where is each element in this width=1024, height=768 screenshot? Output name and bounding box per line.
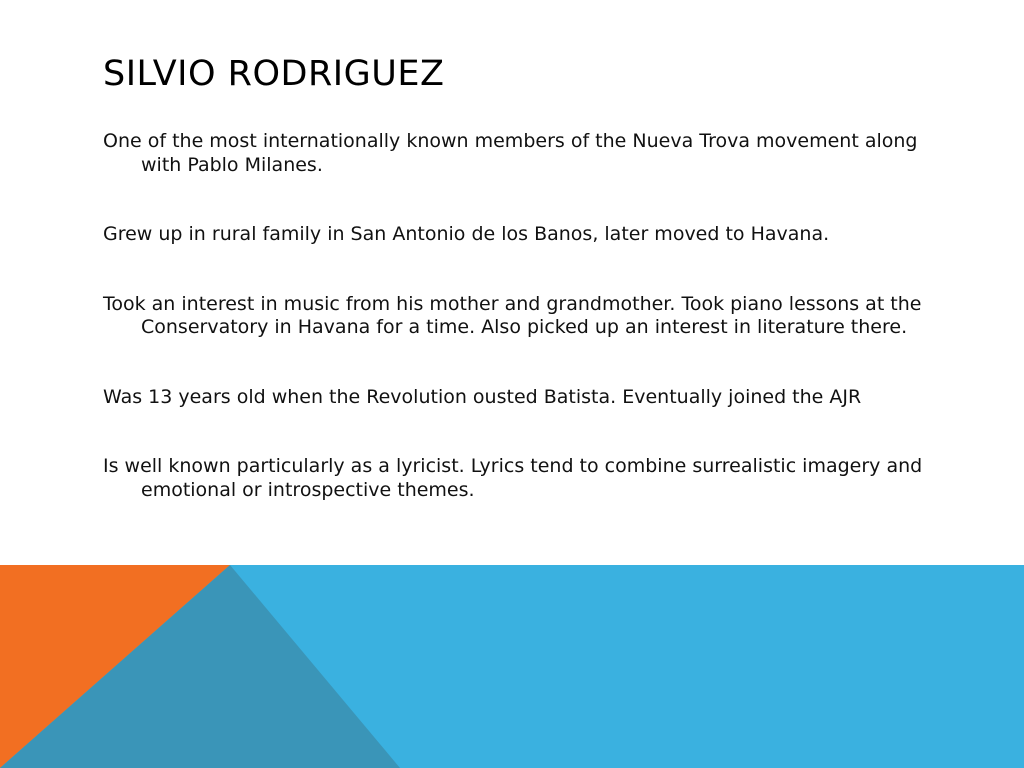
bullet-item: Grew up in rural family in San Antonio de los Banos, later moved to Havana. xyxy=(103,223,830,245)
bullet-list xyxy=(103,130,933,548)
bullet-item: One of the most internationally known members of the Nueva Trova movement along with Pablo Milanes. xyxy=(103,130,918,176)
slide-title: SILVIO RODRIGUEZ xyxy=(103,54,445,94)
decorative-footer-band xyxy=(0,565,1024,768)
bullet-item: Is well known particularly as a lyricist. Lyrics tend to combine surrealistic imagery and emotional or introspective themes. xyxy=(103,455,923,501)
bullet-item: Was 13 years old when the Revolution ousted Batista. Eventually joined the AJR xyxy=(103,385,862,408)
bullet-item: Took an interest in music from his mother and grandmother. Took piano lessons at the Conservatory in Havana for a time. Also picked up an interest in literature there. xyxy=(103,292,922,338)
